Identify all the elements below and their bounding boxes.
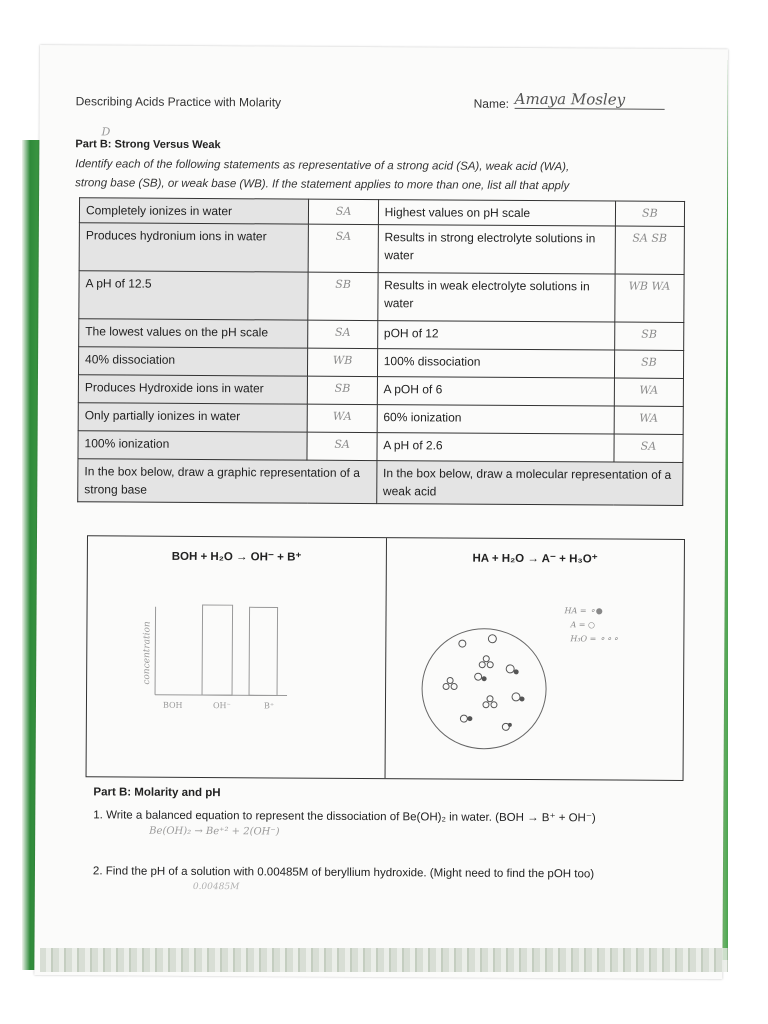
statement-left: 40% dissociation [78, 347, 308, 376]
sketch-bar-b [249, 607, 278, 695]
page-bottom-edge [40, 948, 728, 972]
sketch-y-axis [155, 607, 156, 695]
statement-left: Produces Hydroxide ions in water [78, 375, 308, 404]
table-row [79, 319, 684, 351]
sketch-label-b: B⁺ [263, 701, 275, 711]
strong-base-bar-sketch [87, 566, 384, 768]
section-title-molarity: Part B: Molarity and pH [93, 786, 221, 800]
sketch-y-label: concentration [142, 621, 153, 685]
weak-acid-drawing-box[interactable] [385, 538, 684, 780]
statement-right: Results in weak electrolyte solutions in water [377, 273, 614, 322]
answer-right[interactable]: SB [615, 201, 684, 226]
key-ha: HA = ⚬● [564, 606, 603, 616]
instructions-line-1: Identify each of the following statements as representative of a strong acid (SA), weak acid (WA), [75, 158, 570, 174]
answer-right[interactable]: SB [614, 322, 683, 350]
sketch-label-boh: BOH [162, 700, 183, 710]
statement-left: Only partially ionizes in water [78, 403, 308, 432]
table-row [79, 271, 684, 323]
table-row [78, 403, 683, 435]
answer-right[interactable]: WA [614, 406, 683, 434]
question-2-answer[interactable]: 0.00485M [192, 881, 240, 893]
beaker-circle [421, 628, 546, 749]
name-value[interactable]: Amaya Mosley [515, 90, 665, 110]
answer-right[interactable]: WA [614, 378, 683, 406]
answer-right[interactable]: SA SB [615, 226, 685, 274]
statement-left: 100% ionization [78, 431, 308, 460]
answer-right[interactable]: SB [614, 350, 683, 378]
answer-right[interactable]: WB WA [615, 274, 685, 322]
weak-acid-molecule-sketch [385, 568, 684, 770]
statement-right: Highest values on pH scale [378, 200, 615, 226]
answer-right[interactable]: SA [614, 434, 683, 462]
drawing-area [86, 535, 685, 781]
statement-right: pOH of 12 [377, 321, 614, 350]
statement-left: Completely ionizes in water [79, 198, 309, 224]
question-1-answer[interactable]: Be(OH)₂ → Be⁺² + 2(OH⁻) [149, 825, 280, 838]
answer-left[interactable]: SA [309, 199, 378, 224]
statement-right: 60% ionization [377, 405, 614, 434]
table-row [78, 347, 683, 379]
statement-right: A pOH of 6 [377, 377, 614, 406]
statement-right: 100% dissociation [377, 349, 614, 378]
table-row [78, 431, 683, 463]
statement-right: A pH of 2.6 [377, 433, 614, 462]
statement-right: Results in strong electrolyte solutions in water [378, 225, 615, 274]
statement-left: The lowest values on the pH scale [79, 319, 309, 348]
strong-base-equation: BOH + H₂O → OH⁻ + B⁺ [171, 550, 302, 564]
table-row [78, 375, 683, 407]
section-title-strong-weak: Part B: Strong Versus Weak [75, 138, 221, 152]
sketch-bar-oh [202, 605, 233, 695]
statement-left: A pH of 12.5 [79, 271, 309, 320]
answer-left[interactable]: SB [308, 272, 377, 320]
weak-acid-equation: HA + H₂O → A⁻ + H₃O⁺ [472, 552, 598, 566]
answer-left[interactable]: SA [308, 320, 377, 348]
statement-left: Produces hydronium ions in water [79, 223, 309, 272]
name-label: Name: [473, 96, 510, 111]
question-1: 1. Write a balanced equation to represent the dissociation of Be(OH)₂ in water. (BOH → B⁺ + OH⁻) [93, 809, 596, 825]
draw-prompt-strong-base: In the box below, draw a graphic representation of a strong base [78, 459, 377, 504]
sketch-label-oh: OH⁻ [212, 701, 231, 711]
instructions-line-2: strong base (SB), or weak base (WB). If the statement applies to more than one, list all that apply [75, 177, 570, 193]
table-row [79, 223, 684, 275]
draw-prompt-weak-acid: In the box below, draw a molecular representation of a weak acid [376, 461, 683, 506]
answer-left[interactable]: WA [308, 404, 377, 432]
worksheet-page [34, 45, 728, 979]
worksheet-title: Describing Acids Practice with Molarity [75, 94, 282, 110]
question-2: 2. Find the pH of a solution with 0.00485M of beryllium hydroxide. (Might need to find the pOH too) [92, 865, 595, 881]
key-h3o: H₃O = ⚬⚬⚬ [569, 634, 619, 644]
table-row-draw-prompts [78, 459, 683, 506]
answer-left[interactable]: SA [309, 224, 378, 272]
classification-table [77, 197, 685, 506]
strong-base-drawing-box[interactable] [87, 536, 387, 778]
key-a: A = ○ [569, 620, 595, 630]
margin-mark: D [101, 125, 111, 139]
table-row [79, 198, 684, 227]
answer-left[interactable]: WB [308, 348, 377, 376]
answer-left[interactable]: SB [308, 376, 377, 404]
answer-left[interactable]: SA [307, 432, 376, 460]
